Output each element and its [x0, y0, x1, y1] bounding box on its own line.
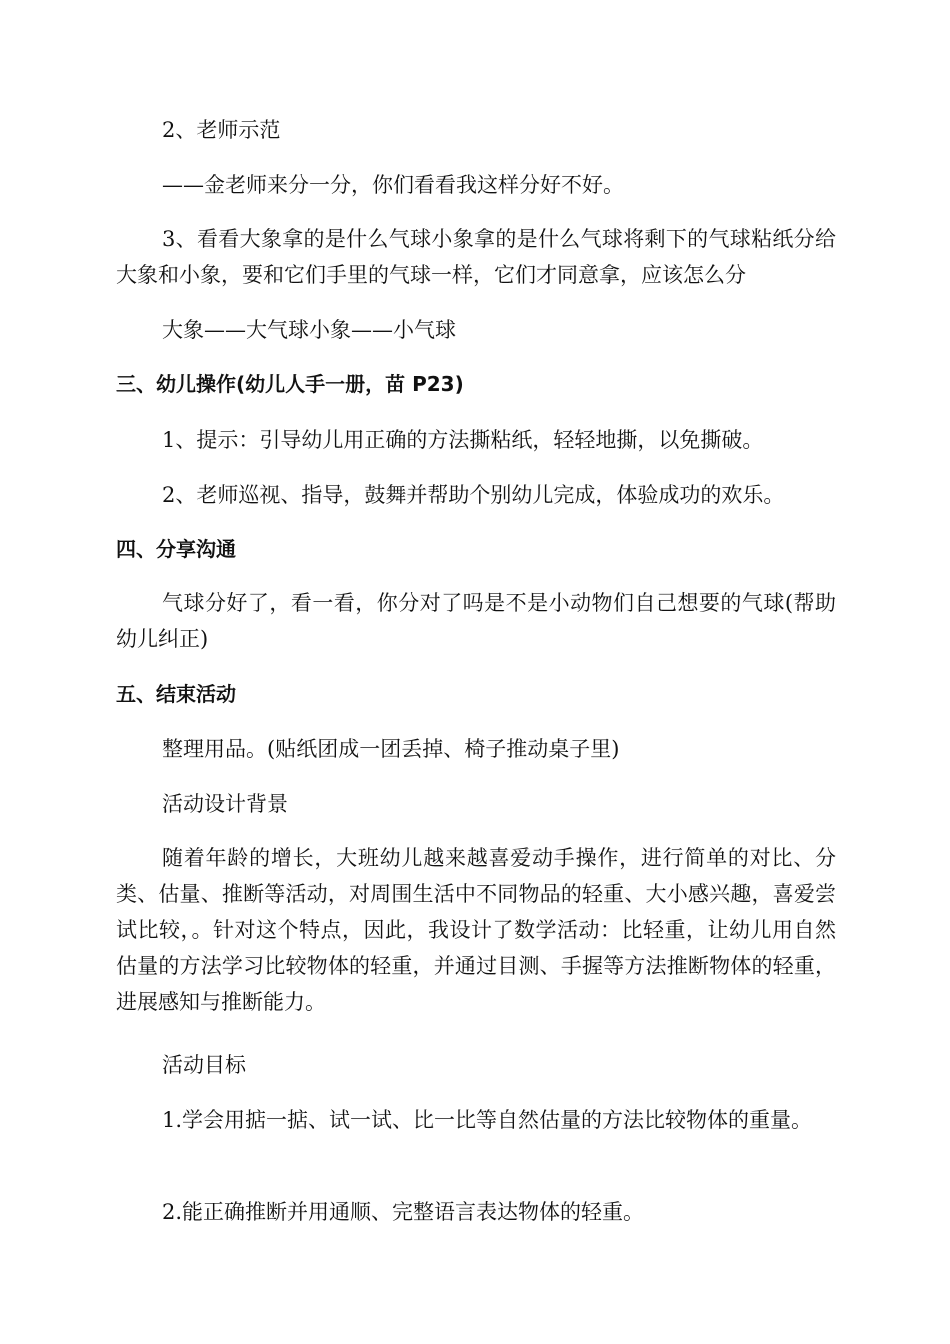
goal-2: 2.能正确推断并用通顺、完整语言表达物体的轻重。 [162, 1200, 645, 1224]
step-teacher-demo: 2、老师示范 [162, 118, 281, 142]
step-tip: 1、提示：引导幼儿用正确的方法撕粘纸，轻轻地撕，以免撕破。 [162, 428, 764, 452]
section-heading-child-operation: 三、幼儿操作(幼儿人手一册，苗 P23) [116, 372, 464, 396]
design-background-title: 活动设计背景 [162, 792, 288, 816]
activity-goals-title: 活动目标 [162, 1053, 246, 1077]
goal-1: 1.学会用掂一掂、试一试、比一比等自然估量的方法比较物体的重量。 [162, 1108, 813, 1132]
ending-paragraph: 整理用品。(贴纸团成一团丢掉、椅子推动桌子里) [162, 737, 620, 761]
teacher-quote: ——金老师来分一分，你们看看我这样分好不好。 [162, 173, 624, 197]
design-background-paragraph: 随着年龄的增长，大班幼儿越来越喜爱动手操作，进行简单的对比、分类、估量、推断等活动，对周围生活中不同物品的轻重、大小感兴趣，喜爱尝试比较，。针对这个特点，因此，我设计了数学活动：比轻重，让幼儿用自然估量的方法学习比较物体的轻重，并通过目测、手握等方法推断物体的轻重，进展感知与推断能力。 [116, 846, 836, 1014]
section-heading-sharing: 四、分享沟通 [116, 537, 236, 561]
assignment-note: 大象——大气球小象——小气球 [162, 318, 456, 342]
section-heading-ending: 五、结束活动 [116, 682, 236, 706]
sharing-paragraph: 气球分好了，看一看，你分对了吗是不是小动物们自己想要的气球(帮助幼儿纠正) [116, 591, 836, 651]
step-distribute-balloons: 3、看看大象拿的是什么气球小象拿的是什么气球将剩下的气球粘纸分给大象和小象，要和它们手里的气球一样，它们才同意拿，应该怎么分 [116, 227, 836, 287]
step-teacher-patrol: 2、老师巡视、指导，鼓舞并帮助个别幼儿完成，体验成功的欢乐。 [162, 483, 785, 507]
